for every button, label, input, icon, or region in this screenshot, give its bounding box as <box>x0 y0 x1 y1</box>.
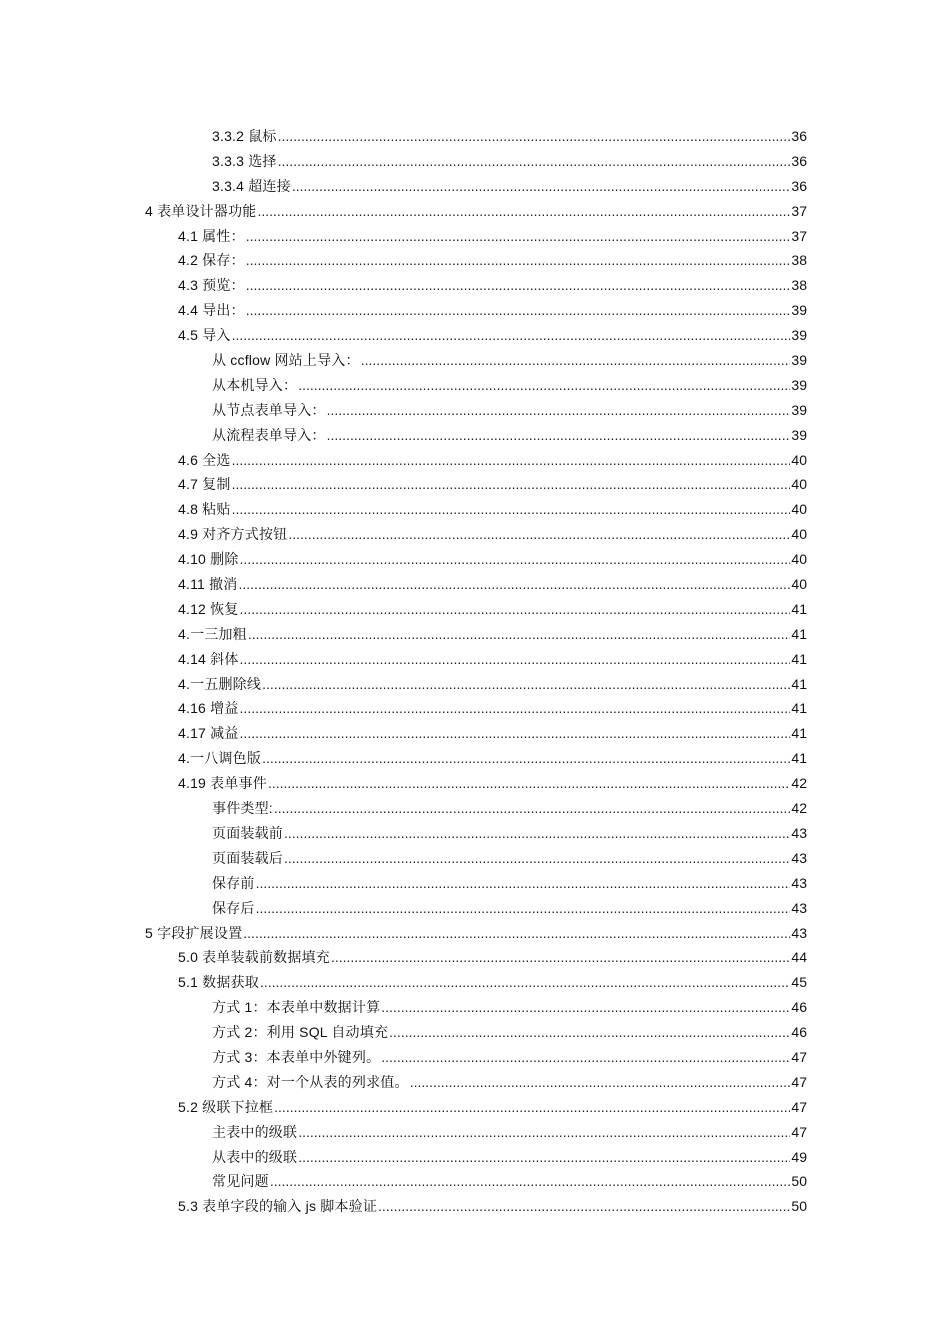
toc-entry[interactable] <box>145 124 807 149</box>
toc-entry-title: 4.1 属性： <box>178 227 245 244</box>
toc-entry-title: 4 表单设计器功能 <box>145 202 257 219</box>
toc-entry-title: 页面装载后 <box>212 849 283 866</box>
toc-entry[interactable] <box>145 597 807 622</box>
toc-entry-title: 4.17 减益 <box>178 725 239 742</box>
toc-entry[interactable] <box>145 497 807 522</box>
toc-entry-title: 主表中的级联 <box>212 1123 298 1140</box>
toc-entry-title: 方式 1：本表单中数据计算 <box>212 999 381 1016</box>
toc-entry-page-number: 44 <box>791 949 807 966</box>
toc-entry-page-number: 43 <box>791 874 807 891</box>
toc-dot-leader <box>327 398 791 423</box>
toc-entry-title: 5.0 表单装载前数据填充 <box>178 949 330 966</box>
toc-dot-leader <box>288 522 790 547</box>
toc-entry-title: 方式 3：本表单中外键列。 <box>212 1048 381 1065</box>
toc-entry-page-number: 39 <box>791 426 807 443</box>
toc-entry-title: 4.一八调色版 <box>178 750 262 767</box>
toc-entry[interactable] <box>145 1145 807 1170</box>
toc-entry-title: 从节点表单导入： <box>212 401 326 418</box>
toc-dot-leader <box>262 746 790 771</box>
toc-entry-title: 4.19 表单事件 <box>178 775 267 792</box>
toc-entry-title: 4.一三加粗 <box>178 625 247 642</box>
toc-entry-page-number: 39 <box>791 401 807 418</box>
toc-entry[interactable] <box>145 896 807 921</box>
toc-dot-leader <box>232 448 791 473</box>
toc-dot-leader <box>262 672 790 697</box>
toc-entry-page-number: 47 <box>791 1048 807 1065</box>
toc-entry-title: 4.4 导出： <box>178 302 245 319</box>
toc-entry[interactable] <box>145 522 807 547</box>
toc-entry-page-number: 39 <box>791 302 807 319</box>
toc-entry-page-number: 36 <box>791 128 807 144</box>
toc-entry[interactable] <box>145 647 807 672</box>
toc-entry-page-number: 42 <box>791 775 807 792</box>
toc-entry-page-number: 45 <box>791 974 807 991</box>
toc-entry-title: 4.5 导入 <box>178 327 231 344</box>
toc-entry-page-number: 39 <box>791 352 807 369</box>
toc-entry-page-number: 40 <box>791 476 807 493</box>
toc-entry[interactable] <box>145 248 807 273</box>
toc-entry[interactable] <box>145 995 807 1020</box>
toc-dot-leader <box>232 497 791 522</box>
table-of-contents <box>145 124 807 1219</box>
toc-entry[interactable] <box>145 921 807 946</box>
toc-entry[interactable] <box>145 149 807 174</box>
toc-entry[interactable] <box>145 224 807 249</box>
toc-entry-title: 页面装载前 <box>212 824 283 841</box>
toc-dot-leader <box>240 547 791 572</box>
toc-entry-title: 3.3.4 超连接 <box>212 177 291 194</box>
toc-entry[interactable] <box>145 373 807 398</box>
toc-dot-leader <box>246 298 791 323</box>
toc-entry-title: 方式 4：对一个从表的列求值。 <box>212 1073 409 1090</box>
toc-entry[interactable] <box>145 945 807 970</box>
toc-entry-page-number: 36 <box>791 152 807 169</box>
toc-entry-title: 4.12 恢复 <box>178 600 239 617</box>
toc-entry[interactable] <box>145 1169 807 1194</box>
toc-dot-leader <box>268 771 790 796</box>
toc-entry-page-number: 40 <box>791 551 807 568</box>
toc-entry-page-number: 40 <box>791 576 807 593</box>
toc-dot-leader <box>240 647 791 672</box>
toc-entry[interactable] <box>145 448 807 473</box>
toc-entry-title: 3.3.3 选择 <box>212 152 277 169</box>
toc-entry-page-number: 43 <box>791 899 807 916</box>
toc-entry-title: 4.9 对齐方式按钮 <box>178 526 288 543</box>
toc-entry-title: 事件类型: <box>212 800 273 817</box>
toc-entry-page-number: 38 <box>791 252 807 269</box>
toc-dot-leader <box>381 995 790 1020</box>
toc-entry-page-number: 36 <box>791 177 807 194</box>
toc-entry[interactable] <box>145 398 807 423</box>
toc-entry-title: 4.10 删除 <box>178 551 239 568</box>
toc-entry[interactable] <box>145 796 807 821</box>
toc-entry[interactable] <box>145 174 807 199</box>
toc-dot-leader <box>239 572 791 597</box>
toc-entry-page-number: 47 <box>791 1123 807 1140</box>
toc-dot-leader <box>257 199 790 224</box>
toc-entry-page-number: 42 <box>791 800 807 817</box>
toc-entry-title: 从流程表单导入： <box>212 426 326 443</box>
toc-entry-page-number: 41 <box>791 725 807 742</box>
toc-entry[interactable] <box>145 348 807 373</box>
toc-dot-leader <box>361 348 791 373</box>
toc-entry-title: 4.14 斜体 <box>178 650 239 667</box>
toc-dot-leader <box>240 597 791 622</box>
toc-dot-leader <box>378 1194 790 1219</box>
toc-entry-page-number: 47 <box>791 1073 807 1090</box>
toc-entry-page-number: 46 <box>791 1024 807 1041</box>
toc-entry-title: 4.6 全选 <box>178 451 231 468</box>
toc-entry-title: 4.一五删除线 <box>178 675 262 692</box>
toc-entry-page-number: 39 <box>791 376 807 393</box>
toc-entry-title: 4.2 保存： <box>178 252 245 269</box>
toc-dot-leader <box>389 1020 790 1045</box>
toc-entry-page-number: 49 <box>791 1148 807 1165</box>
toc-dot-leader <box>292 174 791 199</box>
toc-entry[interactable] <box>145 871 807 896</box>
toc-entry-title: 4.7 复制 <box>178 476 231 493</box>
toc-entry-page-number: 37 <box>791 202 807 219</box>
toc-entry-title: 5.3 表单字段的输入 js 脚本验证 <box>178 1198 378 1215</box>
toc-dot-leader <box>256 896 791 921</box>
toc-entry-page-number: 47 <box>791 1098 807 1115</box>
toc-dot-leader <box>298 1120 790 1145</box>
toc-entry-title: 4.16 增益 <box>178 700 239 717</box>
toc-entry[interactable] <box>145 821 807 846</box>
toc-entry-title: 从本机导入： <box>212 376 298 393</box>
toc-entry[interactable] <box>145 1120 807 1145</box>
toc-dot-leader <box>256 871 791 896</box>
toc-dot-leader <box>232 323 791 348</box>
toc-entry-page-number: 40 <box>791 501 807 518</box>
toc-entry-page-number: 37 <box>791 227 807 244</box>
toc-entry[interactable] <box>145 1095 807 1120</box>
toc-entry-page-number: 41 <box>791 600 807 617</box>
toc-entry-page-number: 40 <box>791 451 807 468</box>
toc-entry[interactable] <box>145 547 807 572</box>
toc-entry-page-number: 41 <box>791 750 807 767</box>
toc-dot-leader <box>240 696 791 721</box>
toc-dot-leader <box>274 1095 790 1120</box>
toc-dot-leader <box>246 273 791 298</box>
toc-dot-leader <box>298 1145 790 1170</box>
toc-entry-page-number: 46 <box>791 999 807 1016</box>
toc-dot-leader <box>410 1070 791 1095</box>
toc-dot-leader <box>232 472 791 497</box>
toc-entry-title: 保存后 <box>212 899 255 916</box>
toc-entry-page-number: 43 <box>791 924 807 941</box>
toc-entry-page-number: 41 <box>791 675 807 692</box>
toc-entry-title: 5.2 级联下拉框 <box>178 1098 274 1115</box>
toc-entry-page-number: 50 <box>791 1173 807 1190</box>
toc-entry[interactable] <box>145 846 807 871</box>
toc-entry-page-number: 39 <box>791 327 807 344</box>
toc-entry[interactable] <box>145 273 807 298</box>
toc-entry-page-number: 41 <box>791 625 807 642</box>
toc-entry[interactable] <box>145 672 807 697</box>
toc-entry[interactable] <box>145 696 807 721</box>
toc-dot-leader <box>284 846 790 871</box>
toc-entry[interactable] <box>145 423 807 448</box>
toc-dot-leader <box>381 1045 790 1070</box>
toc-entry-title: 4.11 撤消 <box>178 576 238 593</box>
toc-entry[interactable] <box>145 298 807 323</box>
toc-entry[interactable] <box>145 472 807 497</box>
toc-entry-title: 方式 2：利用 SQL 自动填充 <box>212 1024 389 1041</box>
toc-dot-leader <box>331 945 790 970</box>
toc-entry-page-number: 50 <box>791 1198 807 1215</box>
toc-dot-leader <box>246 224 791 249</box>
toc-entry-title: 5.1 数据获取 <box>178 974 259 991</box>
toc-entry[interactable] <box>145 771 807 796</box>
toc-dot-leader <box>327 423 791 448</box>
toc-entry-title: 4.3 预览： <box>178 277 245 294</box>
toc-entry[interactable] <box>145 622 807 647</box>
toc-entry-title: 从 ccflow 网站上导入： <box>212 352 360 369</box>
toc-dot-leader <box>278 149 791 174</box>
toc-dot-leader <box>274 796 791 821</box>
toc-entry[interactable] <box>145 721 807 746</box>
toc-dot-leader <box>246 248 791 273</box>
toc-entry-page-number: 43 <box>791 824 807 841</box>
toc-entry-page-number: 38 <box>791 277 807 294</box>
toc-entry-page-number: 41 <box>791 650 807 667</box>
toc-entry[interactable] <box>145 1070 807 1095</box>
toc-entry-page-number: 43 <box>791 849 807 866</box>
toc-dot-leader <box>270 1169 791 1194</box>
toc-entry-title: 5 字段扩展设置 <box>145 924 243 941</box>
toc-dot-leader <box>243 921 790 946</box>
toc-entry-page-number: 41 <box>791 700 807 717</box>
toc-entry[interactable] <box>145 572 807 597</box>
toc-entry[interactable] <box>145 1045 807 1070</box>
toc-dot-leader <box>248 622 791 647</box>
toc-dot-leader <box>260 970 790 995</box>
toc-entry-title: 4.8 粘贴 <box>178 501 231 518</box>
toc-entry-title: 常见问题 <box>212 1173 269 1190</box>
toc-dot-leader <box>284 821 790 846</box>
toc-dot-leader <box>298 373 790 398</box>
toc-entry[interactable] <box>145 323 807 348</box>
toc-entry-title: 保存前 <box>212 874 255 891</box>
toc-entry-page-number: 40 <box>791 526 807 543</box>
toc-dot-leader <box>278 124 791 149</box>
toc-entry[interactable] <box>145 746 807 771</box>
toc-dot-leader <box>240 721 791 746</box>
toc-entry[interactable] <box>145 1020 807 1045</box>
toc-entry[interactable] <box>145 199 807 224</box>
toc-entry-title: 3.3.2 鼠标 <box>212 128 277 144</box>
toc-entry[interactable] <box>145 970 807 995</box>
toc-entry-title: 从表中的级联 <box>212 1148 298 1165</box>
toc-entry[interactable] <box>145 1194 807 1219</box>
